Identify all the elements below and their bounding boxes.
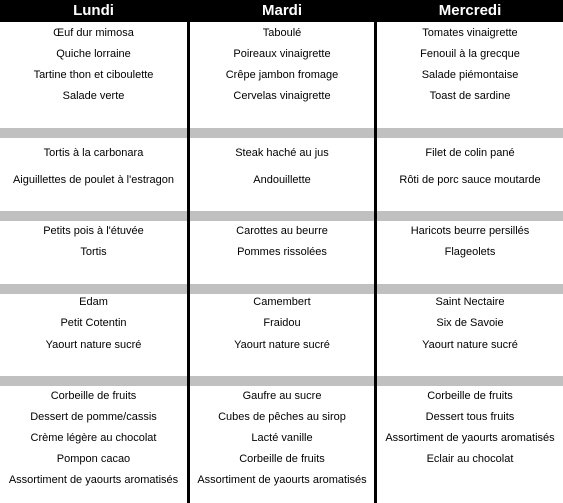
menu-item: Yaourt nature sucré <box>45 339 142 351</box>
menu-item: Tartine thon et ciboulette <box>33 69 154 81</box>
menu-item: Saint Nectaire <box>435 296 505 308</box>
menu-item: Pompon cacao <box>56 453 131 465</box>
menu-item: Tomates vinaigrette <box>422 27 518 39</box>
menu-item: Six de Savoie <box>436 317 504 329</box>
menu-item: Aiguillettes de poulet à l'estragon <box>12 174 175 186</box>
menu-item: Crêpe jambon fromage <box>225 69 339 81</box>
section-separator <box>0 376 563 386</box>
menu-item: Assortiment de yaourts aromatisés <box>385 432 555 444</box>
menu-item: Assortiment de yaourts aromatisés <box>8 474 179 486</box>
menu-item: Crème légère au chocolat <box>30 432 157 444</box>
menu-item: Corbeille de fruits <box>427 390 513 402</box>
menu-item: Petits pois à l'étuvée <box>43 225 144 237</box>
menu-item: Petit Cotentin <box>60 317 127 329</box>
menu-item: Corbeille de fruits <box>50 390 137 402</box>
menu-item: Rôti de porc sauce moutarde <box>399 174 541 186</box>
menu-item: Corbeille de fruits <box>239 453 325 465</box>
menu-item: Fraidou <box>263 317 301 329</box>
menu-item: Taboulé <box>262 27 302 39</box>
menu-item: Toast de sardine <box>429 90 511 102</box>
menu-item: Eclair au chocolat <box>426 453 514 465</box>
menu-item: Assortiment de yaourts aromatisés <box>197 474 367 486</box>
section-separator <box>0 128 563 138</box>
day-header: Mercredi <box>438 2 502 19</box>
day-header: Mardi <box>261 2 302 19</box>
menu-item: Salade verte <box>62 90 125 102</box>
section-separator <box>0 211 563 221</box>
menu-item: Cubes de pêches au sirop <box>218 411 346 423</box>
menu-item: Dessert tous fruits <box>425 411 515 423</box>
menu-item: Haricots beurre persillés <box>410 225 530 237</box>
menu-item: Carottes au beurre <box>236 225 328 237</box>
menu-item: Yaourt nature sucré <box>234 339 330 351</box>
menu-item: Œuf dur mimosa <box>53 27 134 39</box>
day-header: Lundi <box>73 2 114 19</box>
menu-item: Quiche lorraine <box>56 48 131 60</box>
menu-item: Gaufre au sucre <box>242 390 322 402</box>
menu-item: Camembert <box>253 296 311 308</box>
menu-item: Salade piémontaise <box>421 69 519 81</box>
menu-item: Fenouil à la grecque <box>420 48 520 60</box>
menu-item: Pommes rissolées <box>237 246 327 258</box>
menu-item: Flageolets <box>444 246 496 258</box>
menu-item: Dessert de pomme/cassis <box>30 411 157 423</box>
menu-item: Steak haché au jus <box>235 147 329 159</box>
menu-item: Poireaux vinaigrette <box>233 48 331 60</box>
menu-item: Tortis <box>80 246 107 258</box>
menu-item: Edam <box>79 296 108 308</box>
menu-item: Andouillette <box>253 174 311 186</box>
menu-item: Tortis à la carbonara <box>43 147 144 159</box>
menu-item: Filet de colin pané <box>425 147 515 159</box>
section-separator <box>0 284 563 294</box>
menu-item: Lacté vanille <box>251 432 313 444</box>
menu-item: Yaourt nature sucré <box>422 339 518 351</box>
menu-item: Cervelas vinaigrette <box>233 90 331 102</box>
